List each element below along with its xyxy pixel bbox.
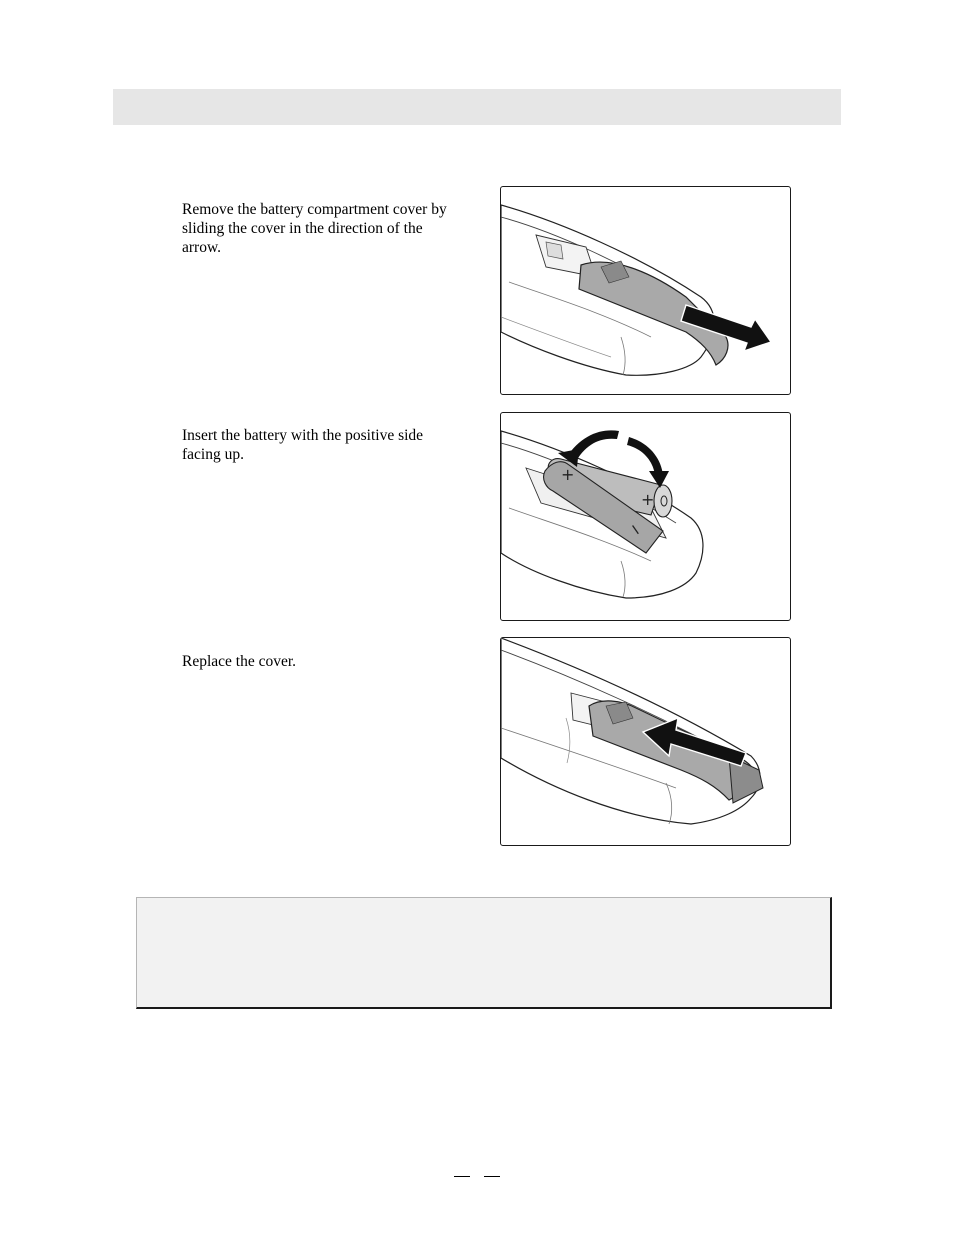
step-2-instruction: Insert the battery with the positive side facing up.	[182, 427, 424, 463]
page-number-marks	[454, 1176, 500, 1180]
step-1-instruction: Remove the battery compartment cover by sliding the cover in the direction of the arrow.	[182, 201, 447, 256]
page-dash-left	[454, 1176, 470, 1177]
insert-battery-illustration	[500, 412, 791, 621]
plus-sign-2: +	[641, 490, 655, 509]
section-header-bar	[113, 89, 841, 125]
minus-sign: −	[624, 518, 648, 541]
replace-cover-illustration	[500, 637, 791, 846]
step-3-instruction: Replace the cover.	[182, 653, 297, 670]
note-box	[136, 897, 832, 1009]
remove-cover-illustration	[500, 186, 791, 395]
page-dash-right	[484, 1176, 500, 1177]
plus-sign-1: +	[561, 465, 575, 484]
